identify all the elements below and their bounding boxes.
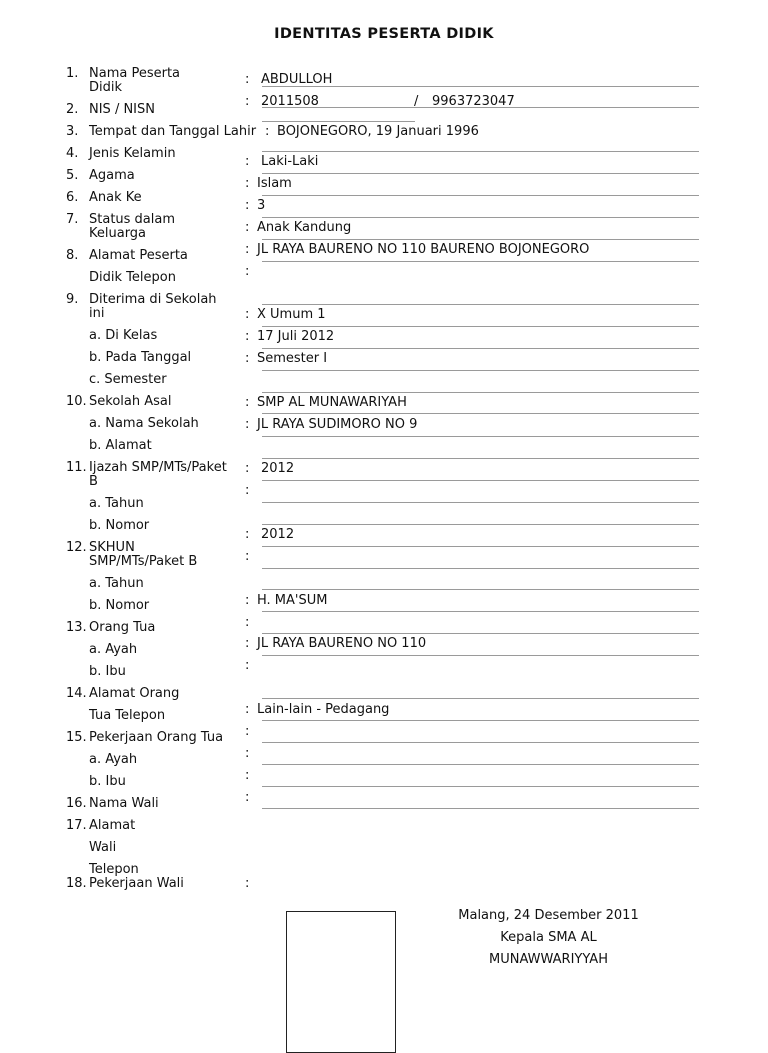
field-label: Agama (89, 168, 135, 183)
field-number: 10. (66, 394, 87, 409)
field-label: Nama Wali (89, 796, 159, 811)
field-value: JL RAYA SUDIMORO NO 9 (257, 417, 418, 432)
field-value: 3 (257, 198, 266, 213)
field-value: X Umum 1 (257, 307, 326, 322)
signature-position: Kepala SMA AL (500, 930, 597, 945)
field-colon: : (245, 593, 250, 608)
field-number: 15. (66, 730, 87, 745)
field-label: Wali (89, 840, 117, 855)
field-number: 7. (66, 212, 79, 227)
fill-line (262, 480, 699, 481)
field-label: Anak Ke (89, 190, 142, 205)
field-colon: : (245, 242, 250, 257)
field-label: Pekerjaan Wali (89, 876, 184, 891)
fill-line (262, 808, 699, 809)
field-value: JL RAYA BAURENO NO 110 (257, 636, 427, 651)
field-label: Nama Peserta (89, 66, 181, 81)
field-colon: : (245, 615, 250, 630)
field-number: 1. (66, 66, 79, 81)
field-colon: : (245, 790, 250, 805)
page-title: IDENTITAS PESERTA DIDIK (274, 26, 494, 42)
field-number: 17. (66, 818, 87, 833)
field-number: 13. (66, 620, 87, 635)
field-value: Anak Kandung (257, 220, 352, 235)
field-colon: : (245, 307, 250, 322)
fill-line (262, 633, 699, 634)
fill-line (262, 436, 699, 437)
fill-line (262, 764, 699, 765)
fill-line (262, 546, 699, 547)
field-label: Telepon (89, 862, 139, 877)
field-value: ABDULLOH (261, 72, 333, 87)
fill-line (262, 173, 699, 174)
fill-line (262, 239, 699, 240)
fill-line (262, 568, 699, 569)
field-label: a. Ayah (89, 642, 138, 657)
field-label: NIS / NISN (89, 102, 155, 117)
field-colon: : (245, 768, 250, 783)
field-colon: : (245, 176, 250, 191)
field-label: SKHUN (89, 540, 135, 555)
fill-line (262, 720, 699, 721)
field-label: Diterima di Sekolah (89, 292, 217, 307)
field-colon: : (245, 94, 250, 109)
fill-line (262, 195, 699, 196)
field-label: Ijazah SMP/MTs/Paket (89, 460, 227, 475)
field-colon: : (245, 483, 250, 498)
field-label: b. Alamat (89, 438, 152, 453)
field-colon: : (245, 264, 250, 279)
fill-line (262, 413, 699, 414)
field-number: 11. (66, 460, 87, 475)
field-colon: : (245, 351, 250, 366)
field-value: 2012 (261, 527, 295, 542)
field-value: 17 Juli 2012 (257, 329, 335, 344)
field-colon: : (245, 329, 250, 344)
field-label: a. Tahun (89, 576, 144, 591)
field-value: H. MA'SUM (257, 593, 328, 608)
fill-line (262, 304, 699, 305)
field-label: a. Ayah (89, 752, 138, 767)
field-colon: : (245, 746, 250, 761)
field-value: JL RAYA BAURENO NO 110 BAURENO BOJONEGORO (257, 242, 590, 257)
field-label: Didik Telepon (89, 270, 176, 285)
field-number: 6. (66, 190, 79, 205)
signature-school: MUNAWWARIYYAH (489, 952, 608, 967)
field-colon: : (245, 198, 250, 213)
fill-line (262, 370, 699, 371)
field-label: b. Pada Tanggal (89, 350, 192, 365)
field-label: Status dalam (89, 212, 176, 227)
field-number: 12. (66, 540, 87, 555)
field-label-continued: Didik (89, 80, 123, 95)
field-number: 16. (66, 796, 87, 811)
fill-line (262, 742, 699, 743)
fill-line (262, 524, 699, 525)
field-value: BOJONEGORO, 19 Januari 1996 (277, 124, 479, 139)
field-label: Tempat dan Tanggal Lahir (89, 124, 257, 139)
field-colon: : (245, 658, 250, 673)
field-value: 2012 (261, 461, 295, 476)
field-number: 3. (66, 124, 79, 139)
field-label: b. Nomor (89, 598, 150, 613)
field-label: Orang Tua (89, 620, 156, 635)
field-value: Semester I (257, 351, 328, 366)
field-value: Laki-Laki (261, 154, 319, 169)
field-colon: : (245, 876, 250, 891)
field-label: Alamat Orang (89, 686, 180, 701)
field-label: b. Ibu (89, 664, 126, 679)
field-label: a. Di Kelas (89, 328, 158, 343)
field-value: SMP AL MUNAWARIYAH (257, 395, 407, 410)
field-number: 9. (66, 292, 79, 307)
field-separator: / (414, 94, 419, 109)
field-colon: : (245, 527, 250, 542)
field-label: a. Nama Sekolah (89, 416, 199, 431)
field-number: 5. (66, 168, 79, 183)
fill-line (262, 348, 699, 349)
field-label-continued: ini (89, 306, 105, 321)
field-colon: : (245, 395, 250, 410)
field-label: c. Semester (89, 372, 167, 387)
field-number: 4. (66, 146, 79, 161)
fill-line (262, 458, 699, 459)
field-number: 2. (66, 102, 79, 117)
fill-line (262, 392, 699, 393)
field-colon: : (245, 72, 250, 87)
field-colon: : (245, 461, 250, 476)
field-label-continued: B (89, 474, 98, 489)
field-label: Alamat Peserta (89, 248, 188, 263)
field-value: 2011508 (261, 94, 319, 109)
field-label: Alamat (89, 818, 136, 833)
fill-line (262, 611, 699, 612)
fill-line (262, 121, 415, 122)
field-value: Islam (257, 176, 292, 191)
fill-line (262, 698, 699, 699)
fill-line (262, 502, 699, 503)
field-colon: : (245, 417, 250, 432)
field-number: 18. (66, 876, 87, 891)
signature-place-date: Malang, 24 Desember 2011 (458, 908, 639, 923)
fill-line (262, 107, 699, 108)
field-colon: : (245, 220, 250, 235)
field-colon: : (245, 636, 250, 651)
field-label: Sekolah Asal (89, 394, 172, 409)
fill-line (262, 326, 699, 327)
fill-line (262, 217, 699, 218)
field-colon: : (245, 724, 250, 739)
field-label: b. Nomor (89, 518, 150, 533)
fill-line (262, 261, 699, 262)
field-colon: : (245, 702, 250, 717)
field-label: a. Tahun (89, 496, 144, 511)
fill-line (262, 786, 699, 787)
field-label-continued: SMP/MTs/Paket B (89, 554, 198, 569)
field-colon: : (245, 549, 250, 564)
field-number: 14. (66, 686, 87, 701)
field-colon: : (265, 124, 270, 139)
field-colon: : (245, 154, 250, 169)
fill-line (262, 86, 699, 87)
field-label-continued: Keluarga (89, 226, 147, 241)
field-label: Jenis Kelamin (89, 146, 176, 161)
field-label: Pekerjaan Orang Tua (89, 730, 224, 745)
field-number: 8. (66, 248, 79, 263)
field-value: Lain-lain - Pedagang (257, 702, 390, 717)
fill-line (262, 151, 699, 152)
field-label: b. Ibu (89, 774, 126, 789)
fill-line (262, 589, 699, 590)
fill-line (262, 655, 699, 656)
field-label: Tua Telepon (89, 708, 166, 723)
field-value-secondary: 9963723047 (432, 94, 515, 109)
